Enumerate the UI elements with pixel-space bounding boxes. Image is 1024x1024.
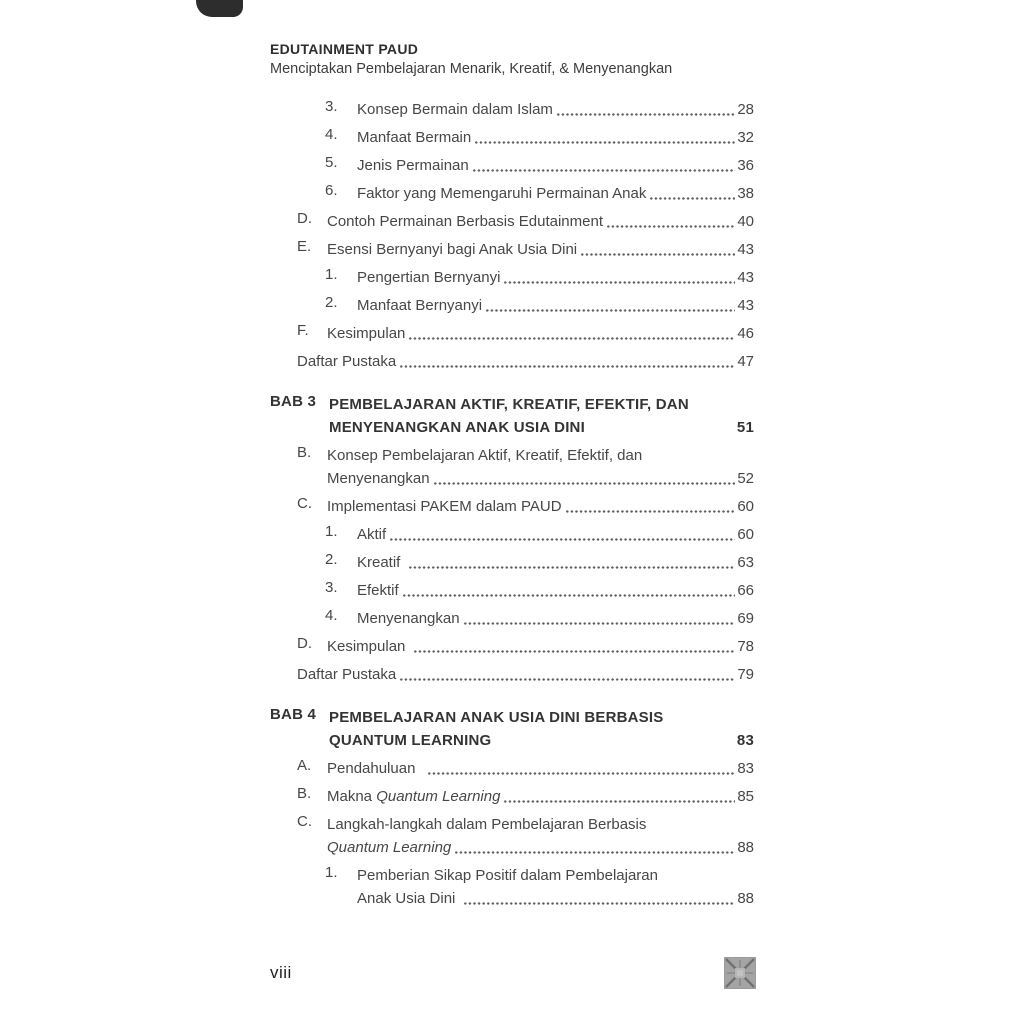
toc-entry-page: 63 bbox=[737, 554, 754, 571]
dot-leader bbox=[606, 210, 735, 233]
toc-entry-label: 5. bbox=[325, 154, 338, 171]
toc-entry-label: A. bbox=[297, 757, 312, 774]
toc-entry bbox=[270, 266, 754, 289]
toc-entry-text: Daftar Pustaka bbox=[297, 353, 397, 370]
book-subtitle: Menciptakan Pembelajaran Menarik, Kreatif, & Menyenangkan bbox=[270, 61, 673, 77]
footer-page-number: viii bbox=[270, 963, 292, 982]
toc-entry-page: 69 bbox=[737, 610, 754, 627]
toc-entry-text: Menyenangkan bbox=[357, 610, 460, 627]
book-title: EDUTAINMENT PAUD bbox=[270, 41, 419, 57]
toc-entry bbox=[270, 154, 754, 177]
toc-entry bbox=[270, 706, 754, 752]
toc-entry-text: Anak Usia Dini bbox=[357, 890, 460, 907]
toc-entry-page: 51 bbox=[736, 419, 754, 436]
toc-entry-text: Esensi Bernyanyi bagi Anak Usia Dini bbox=[327, 241, 578, 258]
dot-leader bbox=[408, 322, 735, 345]
toc-entry bbox=[270, 523, 754, 546]
toc-entry bbox=[270, 182, 754, 205]
leader-spacer bbox=[491, 729, 737, 752]
toc-entry-text: Manfaat Bermain bbox=[357, 129, 472, 146]
toc-entry bbox=[270, 322, 754, 345]
toc-entry-page: 43 bbox=[737, 241, 754, 258]
page-header bbox=[270, 41, 790, 78]
toc-entry-text: Faktor yang Memengaruhi Permainan Anak bbox=[357, 185, 647, 202]
toc-entry-label: D. bbox=[297, 635, 312, 652]
toc-entry-text: PEMBELAJARAN AKTIF, KREATIF, EFEKTIF, DAN bbox=[329, 396, 689, 413]
dot-leader bbox=[649, 182, 735, 205]
toc-entry-label: 4. bbox=[325, 126, 338, 143]
dot-leader bbox=[399, 350, 735, 373]
toc-entry-label: 1. bbox=[325, 266, 338, 283]
toc-entry-page: 83 bbox=[736, 732, 754, 749]
toc-entry-text: Quantum Learning bbox=[376, 788, 501, 805]
toc-list bbox=[270, 98, 754, 915]
toc-entry-page: 43 bbox=[737, 269, 754, 286]
toc-entry bbox=[270, 495, 754, 518]
toc-entry-text: Konsep Pembelajaran Aktif, Kreatif, Efektif, dan bbox=[327, 447, 643, 464]
toc-entry-text: Pemberian Sikap Positif dalam Pembelajaran bbox=[357, 867, 658, 884]
toc-entry bbox=[270, 635, 754, 658]
dot-leader bbox=[463, 607, 736, 630]
dot-leader bbox=[556, 98, 735, 121]
toc-entry bbox=[270, 864, 754, 910]
toc-entry bbox=[270, 607, 754, 630]
toc-entry-text: Contoh Permainan Berbasis Edutainment bbox=[327, 213, 603, 230]
toc-entry-text: Aktif bbox=[357, 526, 387, 543]
dot-leader bbox=[580, 238, 735, 261]
toc-entry-label: B. bbox=[297, 444, 312, 461]
dot-leader bbox=[454, 836, 735, 859]
toc-entry-text: Kreatif bbox=[357, 554, 405, 571]
toc-entry-label: 6. bbox=[325, 182, 338, 199]
toc-entry-text: Daftar Pustaka bbox=[297, 666, 397, 683]
toc-entry-text: Langkah-langkah dalam Pembelajaran Berbasis bbox=[327, 816, 647, 833]
toc-entry-text: Quantum Learning bbox=[327, 839, 452, 856]
toc-entry-page: 38 bbox=[737, 185, 754, 202]
toc-entry-text: MENYENANGKAN ANAK USIA DINI bbox=[329, 419, 585, 436]
toc-entry bbox=[270, 579, 754, 602]
toc-entry-page: 28 bbox=[737, 101, 754, 118]
toc-entry-text: Menyenangkan bbox=[327, 470, 430, 487]
toc-entry-label: D. bbox=[297, 210, 312, 227]
dot-leader bbox=[463, 887, 736, 910]
toc-entry-page: 46 bbox=[737, 325, 754, 342]
toc-entry-text: Makna bbox=[327, 788, 377, 805]
toc-entry-text: Kesimpulan bbox=[327, 638, 410, 655]
dot-leader bbox=[427, 757, 736, 780]
dot-leader bbox=[474, 126, 735, 149]
leader-spacer bbox=[585, 416, 737, 439]
toc-entry-label: BAB 3 bbox=[270, 393, 317, 410]
toc-entry-page: 47 bbox=[737, 353, 754, 370]
toc-entry bbox=[270, 294, 754, 317]
toc-entry-page: 88 bbox=[737, 890, 754, 907]
toc-entry-text: Pengertian Bernyanyi bbox=[357, 269, 501, 286]
toc-entry-label: 4. bbox=[325, 607, 338, 624]
toc-entry-text: Kesimpulan bbox=[327, 325, 406, 342]
toc-entry-page: 88 bbox=[737, 839, 754, 856]
toc-entry bbox=[270, 663, 754, 686]
toc-entry-page: 60 bbox=[737, 498, 754, 515]
toc-entry-page: 60 bbox=[737, 526, 754, 543]
toc-entry-page: 78 bbox=[737, 638, 754, 655]
toc-entry bbox=[270, 98, 754, 121]
toc-entry-text: Pendahuluan bbox=[327, 760, 424, 777]
toc-entry bbox=[270, 813, 754, 859]
dot-leader bbox=[413, 635, 736, 658]
dot-leader bbox=[565, 495, 736, 518]
watermark-thumbnail-icon bbox=[724, 957, 756, 989]
toc-entry-label: 2. bbox=[325, 551, 338, 568]
toc-entry bbox=[270, 238, 754, 261]
toc-entry-page: 85 bbox=[737, 788, 754, 805]
toc-entry-page: 52 bbox=[737, 470, 754, 487]
toc-entry-text: Konsep Bermain dalam Islam bbox=[357, 101, 553, 118]
toc-entry-page: 83 bbox=[737, 760, 754, 777]
toc-entry-label: F. bbox=[297, 322, 309, 339]
watermark-icon-graphic bbox=[724, 957, 756, 989]
dot-leader bbox=[503, 785, 735, 808]
dot-leader bbox=[399, 663, 735, 686]
dot-leader bbox=[402, 579, 736, 602]
toc-entry-text: QUANTUM LEARNING bbox=[329, 732, 492, 749]
toc-entry bbox=[270, 757, 754, 780]
toc-entry-label: 1. bbox=[325, 864, 338, 881]
toc-entry-text: Efektif bbox=[357, 582, 399, 599]
toc-entry-label: C. bbox=[297, 813, 312, 830]
toc-entry-page: 43 bbox=[737, 297, 754, 314]
dot-leader bbox=[485, 294, 735, 317]
toc-entry-label: B. bbox=[297, 785, 312, 802]
toc-entry bbox=[270, 444, 754, 490]
toc-entry bbox=[270, 393, 754, 439]
toc-entry bbox=[270, 126, 754, 149]
toc-entry-page: 36 bbox=[737, 157, 754, 174]
toc-entry-text: PEMBELAJARAN ANAK USIA DINI BERBASIS bbox=[329, 709, 664, 726]
toc-entry bbox=[270, 210, 754, 233]
toc-entry-page: 32 bbox=[737, 129, 754, 146]
page-corner-decoration bbox=[196, 0, 243, 17]
toc-entry bbox=[270, 551, 754, 574]
toc-entry-text: Jenis Permainan bbox=[357, 157, 469, 174]
toc-entry-page: 66 bbox=[737, 582, 754, 599]
toc-entry-label: 3. bbox=[325, 98, 338, 115]
toc-entry-page: 40 bbox=[737, 213, 754, 230]
dot-leader bbox=[472, 154, 736, 177]
dot-leader bbox=[389, 523, 735, 546]
dot-leader bbox=[503, 266, 735, 289]
toc-entry-label: 3. bbox=[325, 579, 338, 596]
toc-entry-label: BAB 4 bbox=[270, 706, 317, 723]
toc-entry-label: 2. bbox=[325, 294, 338, 311]
toc-entry-page: 79 bbox=[737, 666, 754, 683]
toc-entry-label: 1. bbox=[325, 523, 338, 540]
toc-entry-label: C. bbox=[297, 495, 312, 512]
dot-leader bbox=[433, 467, 736, 490]
toc-entry bbox=[270, 785, 754, 808]
toc-entry-text: Implementasi PAKEM dalam PAUD bbox=[327, 498, 562, 515]
toc-entry-label: E. bbox=[297, 238, 312, 255]
toc-entry bbox=[270, 350, 754, 373]
dot-leader bbox=[408, 551, 736, 574]
toc-entry-text: Manfaat Bernyanyi bbox=[357, 297, 483, 314]
